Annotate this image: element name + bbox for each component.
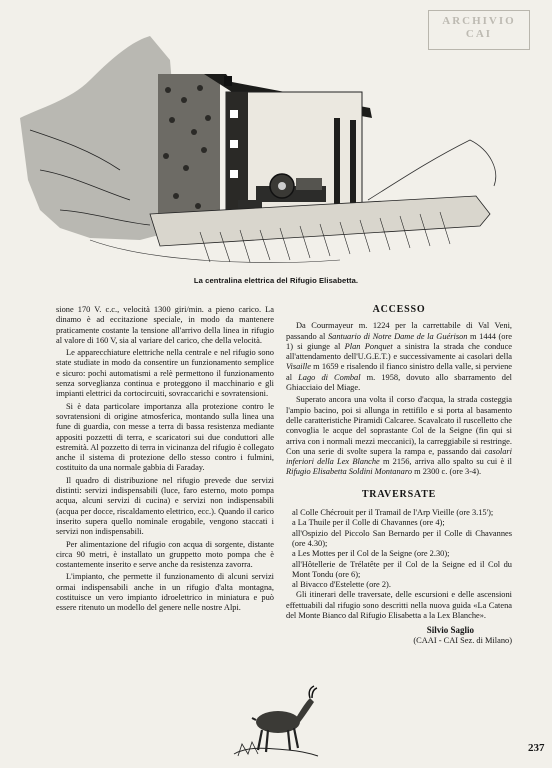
accesso-paragraph-1 [286,321,512,393]
chamois-illustration [228,684,320,760]
author-affiliation: (CAAI - CAI Sez. di Milano) [413,635,512,645]
signature-block [286,625,512,646]
right-column [286,305,512,646]
accesso-heading: ACCESSO [372,304,426,315]
left-column [56,305,274,614]
figure-caption: La centralina elettrica del Rifugio Elisabetta. [193,276,359,285]
traversate-heading: TRAVERSATE [361,488,437,500]
accesso-paragraph-2 [286,395,512,477]
place-name: Rifugio Elisabetta Soldini Montanaro [286,467,413,477]
paragraph: Il quadro di distribuzione nel rifugio prevede due servizi distinti: servizi indispensabili (luce, faro esterno, moto pompa acqua, alcuni servizi di cucina) e servizi non indispensabili (acqua per docce, riscaldamento elettrico, ecc.). Quando il carico inserito supera quello nominale erogabile, vengono staccati i servizi non indispensabili. [56,475,274,537]
paragraph: Le apparecchiature elettriche nella centrale e nel rifugio sono state studiate in modo da consentire un funzionamento semplice e sicuro: pochi automatismi a relè permettono il funzionamento senza sorveglianza continua e proteggono il macchinario e gli impianti elettrici da cortocircuiti, sovraccarichi e sovratensioni. [56,348,274,399]
traversate-list [286,508,512,590]
paragraph: Per alimentazione del rifugio con acqua di sorgente, distante circa 90 metri, è installato un gruppetto moto pompa che è costantemente inserito e serve anche da resistenza zavorra. [56,539,274,570]
list-item: all'Ospizio del Piccolo San Bernardo per il Colle di Chavannes (ore 4.30); [292,528,512,548]
list-item: a La Thuile per il Colle di Chavannes (ore 4); [292,518,445,528]
stamp-line-1: ARCHIVIO [442,15,516,27]
traversate-closing: Gli itinerari delle traversate, delle escursioni e delle ascensioni effettuabili dal rifugio sono descritti nella nuova guida «La Catena del Monte Bianco dal Rifugio Elisabetta a la Lex Blanche». [286,590,512,621]
place-name: casolari inferiori della Lex Blanche [286,446,512,467]
text-run: m 2156, arriva allo spalto su cui è il [379,457,513,467]
text-run: m 1659 e risalendo il fianco sinistro della valle, si perviene al [286,362,512,382]
author-name: Silvio Saglio [426,625,474,636]
page-number: 237 [528,742,545,754]
paragraph: L'impianto, che permette il funzionamento di alcuni servizi ormai indispensabili anche in un rifugio d'alta montagna, costituisce un vero impianto idroelettrico in miniatura e può essere ritenuto un modello del genere nelle nostre Alpi. [56,572,274,613]
place-name: Plan Ponquet [344,341,393,351]
text-run: m 2300 c. (ore 3-4). [412,467,482,477]
place-name: Visaille [286,362,311,372]
power-station-illustration [0,0,552,290]
place-name: Santuario di Notre Dame de la Guérison [327,331,468,341]
text-run: Superato ancora una volta il corso d'acqua, la strada costeggia l'ampio bacino, poi si allunga in rettifilo e si porta al basamento delle caratteristiche Piramidi Calcaree. Scavalcato il ruscelletto che convoglia le acque del soprastante Col de la Seigne (fin qui si arriva con i normali mezzi meccanici), la carreggiabile si restringe. Con una serie di svolte supera la rampa e, passando dai [286,395,512,456]
text-run: m 1444 (ore 1) si giunge al [286,331,512,351]
list-item: al Bivacco d'Estelette (ore 2). [292,580,391,590]
paragraph: sione 170 V. c.c., velocità 1300 giri/min. a pieno carico. La dinamo è ad eccitazione speciale, in modo da mantenere praticamente costante la tensione all'arrivo della linea in rifugio al valore di 160 V, sia al variare del carico, che della velocità. [56,305,274,345]
list-item: al Colle Chécrouit per il Tramail de l'Arp Vieille (ore 3.15'); [292,508,494,518]
text-run: m. 1958, dovuto allo sbarramento del Ghiacciaio del Miage. [286,372,512,393]
stamp-line-2: CAI [465,28,493,40]
text-run: Da Courmayeur m. 1224 per la carrettabile di Val Veni, passando al [286,321,512,341]
list-item: all'Hôtellerie de Trélatête per il Col de la Seigne ed il Col du Mont Tondu (ore 6); [292,559,512,579]
place-name: Lago di Combal [298,372,361,382]
text-run: a sinistra la strada che conduce all'attendamento dell'U.G.E.T.) e successivamente ai casolari della [286,341,513,362]
paragraph: Si è data particolare importanza alla protezione contro le sovratensioni di origine atmosferica, montando sulla linea una fune di guardia, con messe a terra di bassa resistenza mediante appositi pozzetti di terra, e scaricatori sui due conduttori alle estremità. Al pozzetto di terra in vicinanza del rifugio è collegato anche il sistema di protezione dello stesso contro i fulmini, costituito da una normale gabbia di Faraday. [56,401,274,473]
list-item: a Les Mottes per il Col de la Seigne (ore 2.30); [292,549,450,559]
